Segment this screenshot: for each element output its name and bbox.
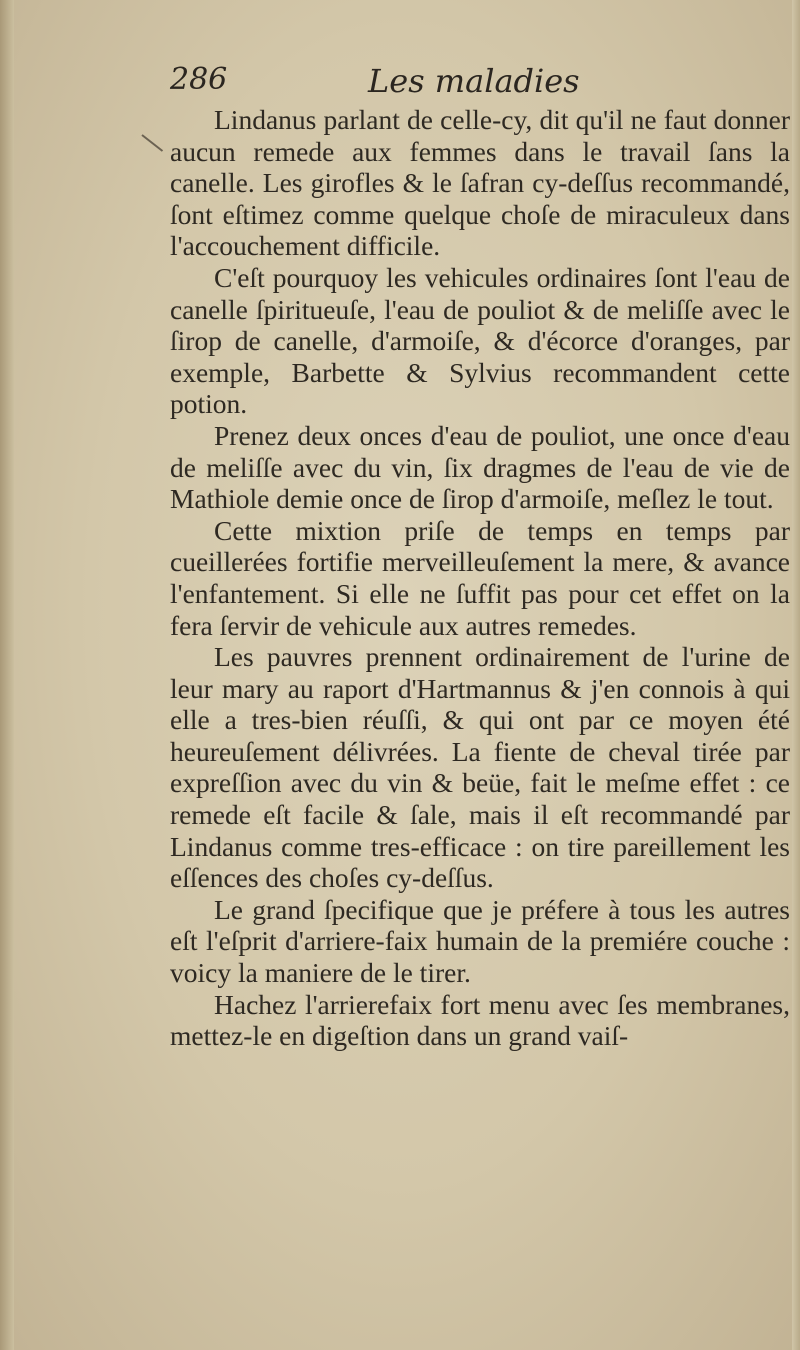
paragraph: Lindanus parlant de celle-cy, dit qu'il ne faut donner aucun remede aux femmes dans le travail ſans la canelle. Les girofles & le ſafran cy-deſſus recommandé, ſont eſtimez comme quelque choſe de miraculeux dans l'accouchement difficile. [170,104,790,262]
page-number: 286 [170,62,228,97]
running-title: Les maladies [368,62,580,100]
body-text [170,104,790,1052]
paragraph: Le grand ſpecifique que je préfere à tous les autres eſt l'eſprit d'arriere-faix humain de la premiére couche : voicy la maniere de le tirer. [170,893,790,989]
paragraph: Les pauvres prennent ordinairement de l'urine de leur mary au raport d'Hartmannus & j'en connois à qui elle a tres-bien réuſſi, & qui ont par ce moyen été heureuſement délivrées. La fiente de cheval tirée par expreſſion avec du vin & beüe, fait le meſme effet : ce remede eſt facile & ſale, mais il eſt recommandé par Lindanus comme tres-efficace : on tire pareillement les eſſences des choſes cy-deſſus. [170,641,790,894]
page-shadow-right [792,0,800,1350]
paragraph: C'eſt pourquoy les vehicules ordinaires ſont l'eau de canelle ſpiritueuſe, l'eau de pouliot & de meliſſe avec le ſirop de canelle, d'armoiſe, & d'écorce d'oranges, par exemple, Barbette & Sylvius recommandent cette potion. [170,261,790,420]
running-head [170,62,770,106]
stray-ink-mark [141,134,163,152]
paragraph: Hachez l'arrierefaix fort menu avec ſes membranes, mettez-le en digeſtion dans un grand vaiſ- [170,988,790,1052]
paragraph: Prenez deux onces d'eau de pouliot, une once d'eau de meliſſe avec du vin, ſix dragmes de l'eau de vie de Mathiole demie once de ſirop d'armoiſe, meſlez le tout. [170,419,790,515]
paragraph: Cette mixtion priſe de temps en temps par cueillerées fortifie merveilleuſement la mere, & avance l'enfantement. Si elle ne ſuffit pas pour cet effet on la fera ſervir de vehicule aux autres remedes. [170,514,790,641]
page-shadow-left [0,0,14,1350]
